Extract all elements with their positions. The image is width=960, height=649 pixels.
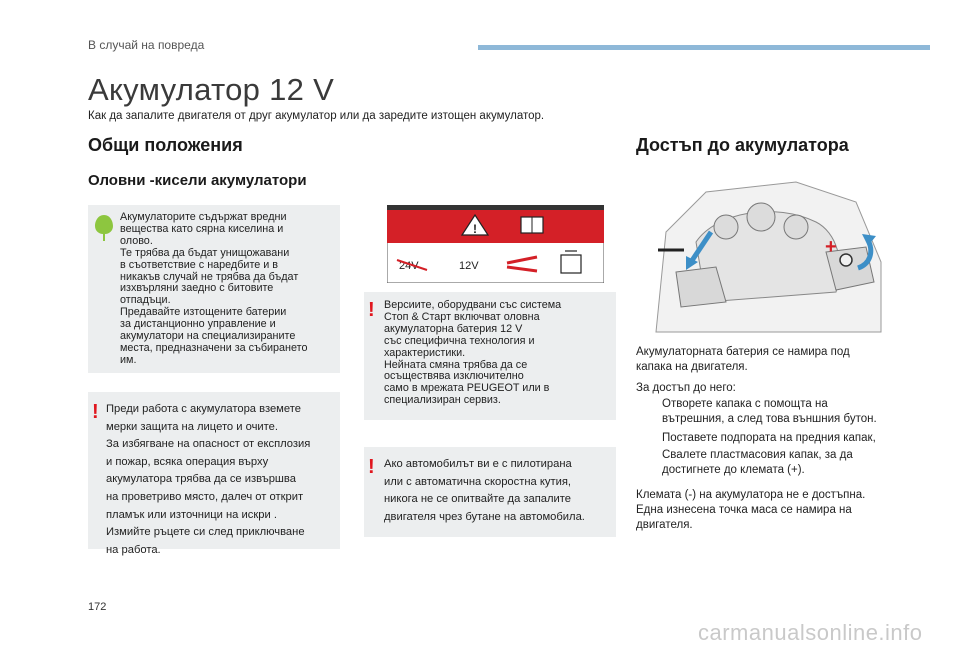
general-heading: Общи положения bbox=[88, 135, 243, 155]
page-subtitle: Как да запалите двигателя от друг акумулатор или да заредите изтощен акумулатор. bbox=[88, 110, 545, 122]
chapter-accent-bar bbox=[478, 45, 930, 50]
engine-bay-illustration-icon bbox=[636, 172, 890, 337]
step-2-text: Поставете подпората на предния капак, bbox=[662, 432, 876, 444]
chapter-title: В случай на повреда bbox=[88, 38, 205, 52]
step-3-text: Свалете пластмасовия капак, за да достигнете до клемата (+). bbox=[662, 449, 853, 476]
step-1-text: Отворете капака с помощта на вътрешния, а след това външния бутон. bbox=[662, 398, 877, 425]
page-number: 172 bbox=[88, 601, 107, 613]
label-12v: 12V bbox=[459, 260, 479, 272]
watermark-text: carmanualsonline.info bbox=[698, 620, 923, 645]
safety-warning-box bbox=[88, 392, 340, 556]
gearbox-warning-text: Ако автомобилът ви е с пилотирана или с автоматична скоростна кутия, никога не се опитвайте да запалите двигателя чрез бутане на автомобила. bbox=[384, 458, 585, 523]
warning-mark-icon: ! bbox=[368, 299, 375, 321]
battery-warning-label-icon bbox=[387, 205, 604, 283]
svg-text:!: ! bbox=[473, 222, 477, 236]
safety-warning-text: Преди работа с акумулатора вземете мерки защита на лицето и очите. За избягване на опасност от експлозия и пожар, всяка операция върху акумулатора трябва да се извършва на проветриво място, далеч от открит пламък или източници на искри . Измийте ръцете си след приключване на работа. bbox=[106, 403, 311, 556]
eco-note-text: Акумулаторите съдържат вредни вещества като сярна киселина и олово. Те трябва да бъдат унищожавани в съответствие с наредбите и в никакъв случай не трябва да бъдат изхвърляни заедно с битовите отпадъци. Предавайте изтощените батерии за дистанционно управление и акумулатори на специализираните места, предназначени за събирането им. bbox=[120, 211, 308, 366]
warning-mark-icon: ! bbox=[368, 456, 375, 478]
svg-text:+: + bbox=[825, 236, 837, 258]
ground-point-note: Клемата (-) на акумулатора не е достъпна. Една изнесена точка маса се намира на двигателя. bbox=[636, 489, 866, 531]
eco-note-box bbox=[88, 205, 340, 373]
warning-mark-icon: ! bbox=[92, 401, 99, 423]
battery-location-text: Акумулаторната батерия се намира под капака на двигателя. bbox=[636, 346, 850, 373]
gearbox-warning-box bbox=[364, 447, 616, 537]
leaf-icon bbox=[93, 213, 115, 243]
stop-start-note-box bbox=[364, 292, 616, 420]
battery-access-heading: Достъп до акумулатора bbox=[636, 135, 849, 155]
stop-start-note-text: Версиите, оборудвани със система Стоп & Старт включват оловна акумулаторна батерия 12 V със специфична технология и характеристики. Нейната смяна трябва да се осъществява изключително само в мрежата PEUGEOT или в специализиран сервиз. bbox=[384, 299, 562, 407]
label-24v: 24V bbox=[399, 260, 419, 272]
lead-acid-heading: Оловни -кисели акумулатори bbox=[88, 172, 307, 189]
access-intro-text: За достъп до него: bbox=[636, 382, 736, 394]
page-title: Акумулатор 12 V bbox=[88, 72, 335, 107]
